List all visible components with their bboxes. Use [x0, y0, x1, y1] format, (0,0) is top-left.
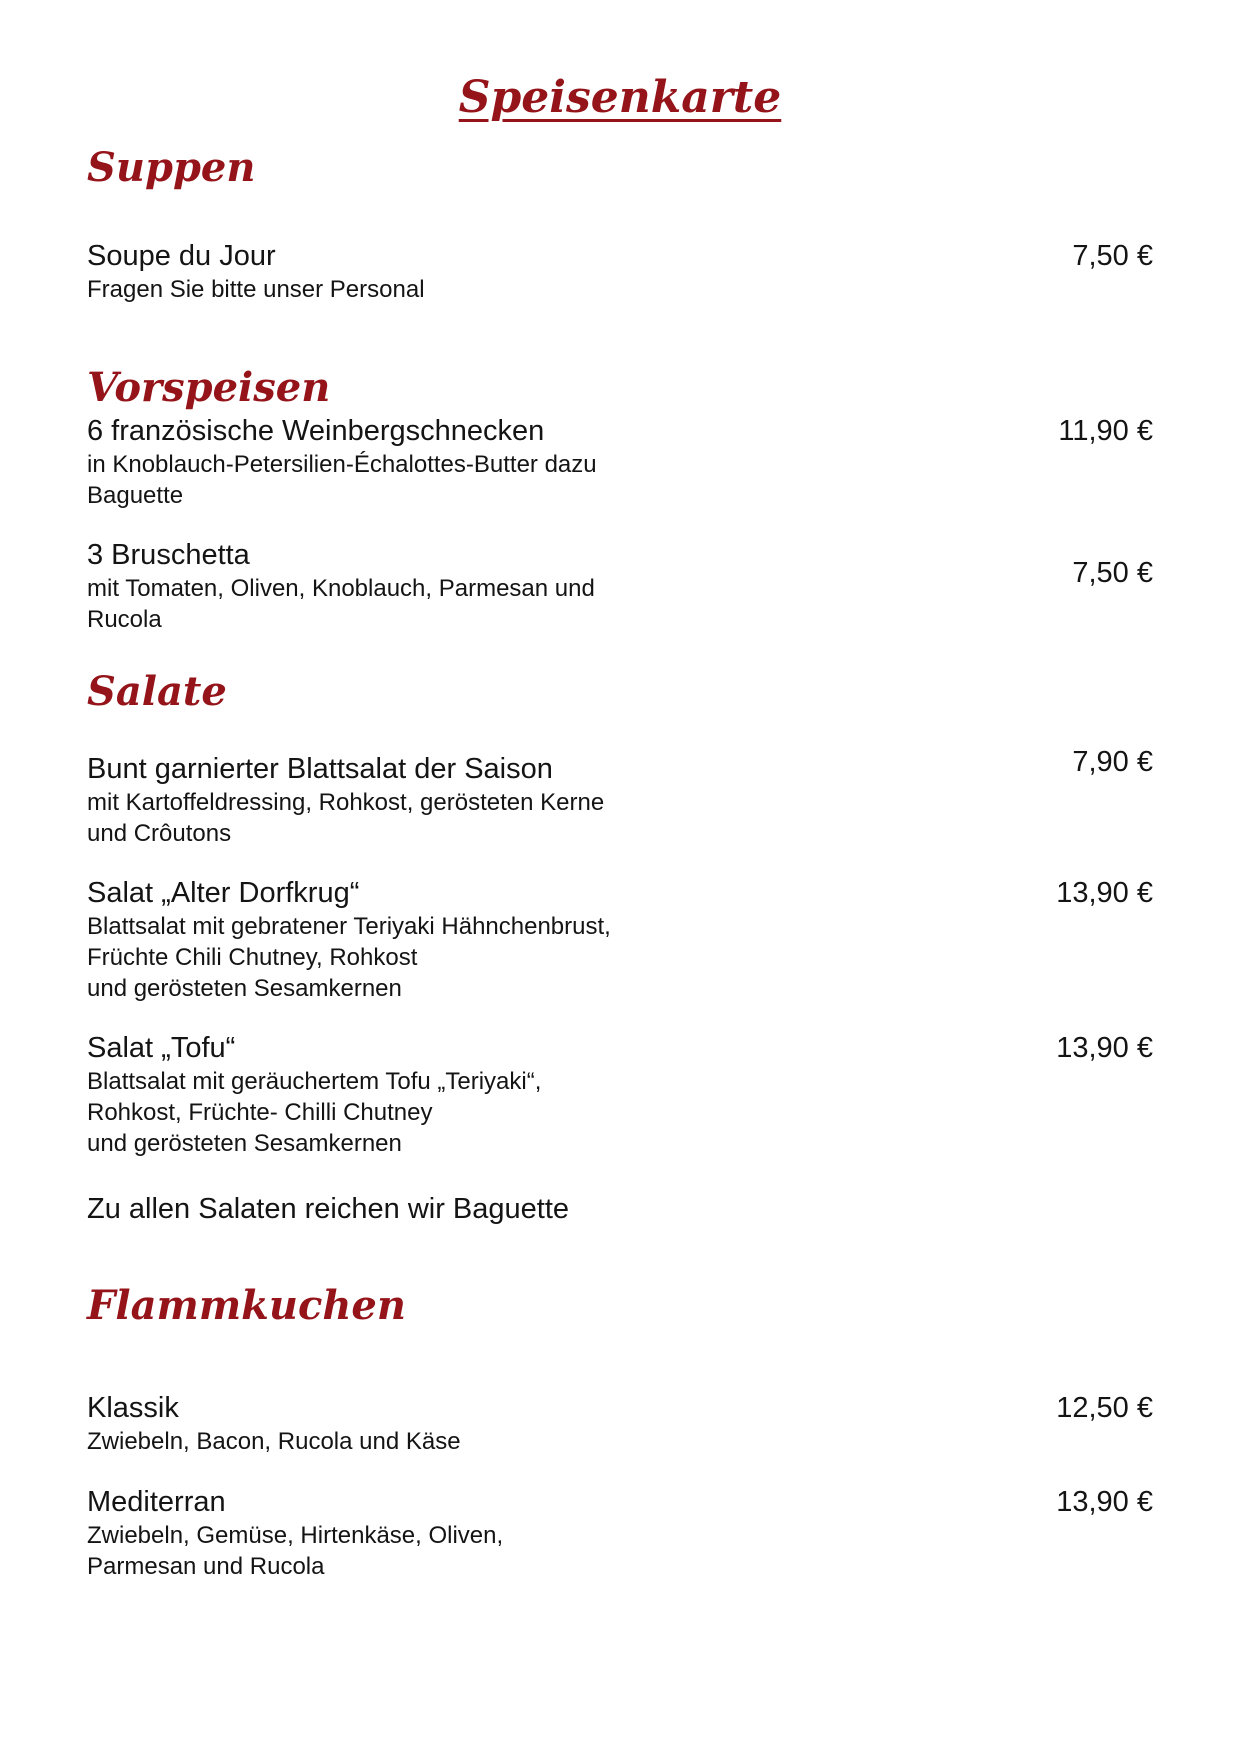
menu-item-price: 12,50 €: [1056, 1392, 1153, 1424]
menu-item-name: Bunt garnierter Blattsalat der Saison: [87, 753, 553, 785]
salad-note: Zu allen Salaten reichen wir Baguette: [87, 1193, 570, 1225]
menu-item-description: Blattsalat mit geräuchertem Tofu „Teriyaki“, Rohkost, Früchte- Chilli Chutney und gerösteten Sesamkernen: [87, 1068, 542, 1157]
menu-item-price: 13,90 €: [1056, 1486, 1153, 1518]
menu-item-price: 13,90 €: [1056, 1032, 1153, 1064]
section-heading-salate: Salate: [87, 668, 227, 715]
menu-item-description: Zwiebeln, Gemüse, Hirtenkäse, Oliven, Parmesan und Rucola: [87, 1522, 504, 1580]
menu-item-name: Salat „Alter Dorfkrug“: [87, 877, 360, 909]
menu-item-price: 7,50 €: [1072, 240, 1153, 272]
menu-item-description: in Knoblauch-Petersilien-Échalottes-Butter dazu Baguette: [87, 451, 597, 509]
menu-item-description: mit Tomaten, Oliven, Knoblauch, Parmesan und Rucola: [87, 575, 595, 633]
menu-item-description: mit Kartoffeldressing, Rohkost, gerösteten Kerne und Crôutons: [87, 789, 605, 847]
section-heading-suppen: Suppen: [87, 144, 256, 191]
menu-item-price: 7,90 €: [1072, 746, 1153, 778]
menu-item-description: Zwiebeln, Bacon, Rucola und Käse: [87, 1428, 461, 1455]
menu-item-price: 7,50 €: [1072, 557, 1153, 589]
menu-item-name: Mediterran: [87, 1486, 226, 1518]
menu-item-description: Fragen Sie bitte unser Personal: [87, 276, 425, 303]
menu-item-description: Blattsalat mit gebratener Teriyaki Hähnchenbrust, Früchte Chili Chutney, Rohkost und gerösteten Sesamkernen: [87, 913, 611, 1002]
menu-item-name: Soupe du Jour: [87, 240, 276, 272]
menu-item-name: Klassik: [87, 1392, 179, 1424]
page-title: Speisenkarte: [458, 72, 782, 123]
menu-item-name: 6 französische Weinbergschnecken: [87, 415, 545, 447]
menu-item-price: 13,90 €: [1056, 877, 1153, 909]
menu-item-price: 11,90 €: [1058, 415, 1153, 447]
menu-item-name: 3 Bruschetta: [87, 539, 250, 571]
section-heading-flammkuchen: Flammkuchen: [87, 1282, 406, 1329]
section-heading-vorspeisen: Vorspeisen: [87, 364, 331, 411]
menu-item-name: Salat „Tofu“: [87, 1032, 236, 1064]
